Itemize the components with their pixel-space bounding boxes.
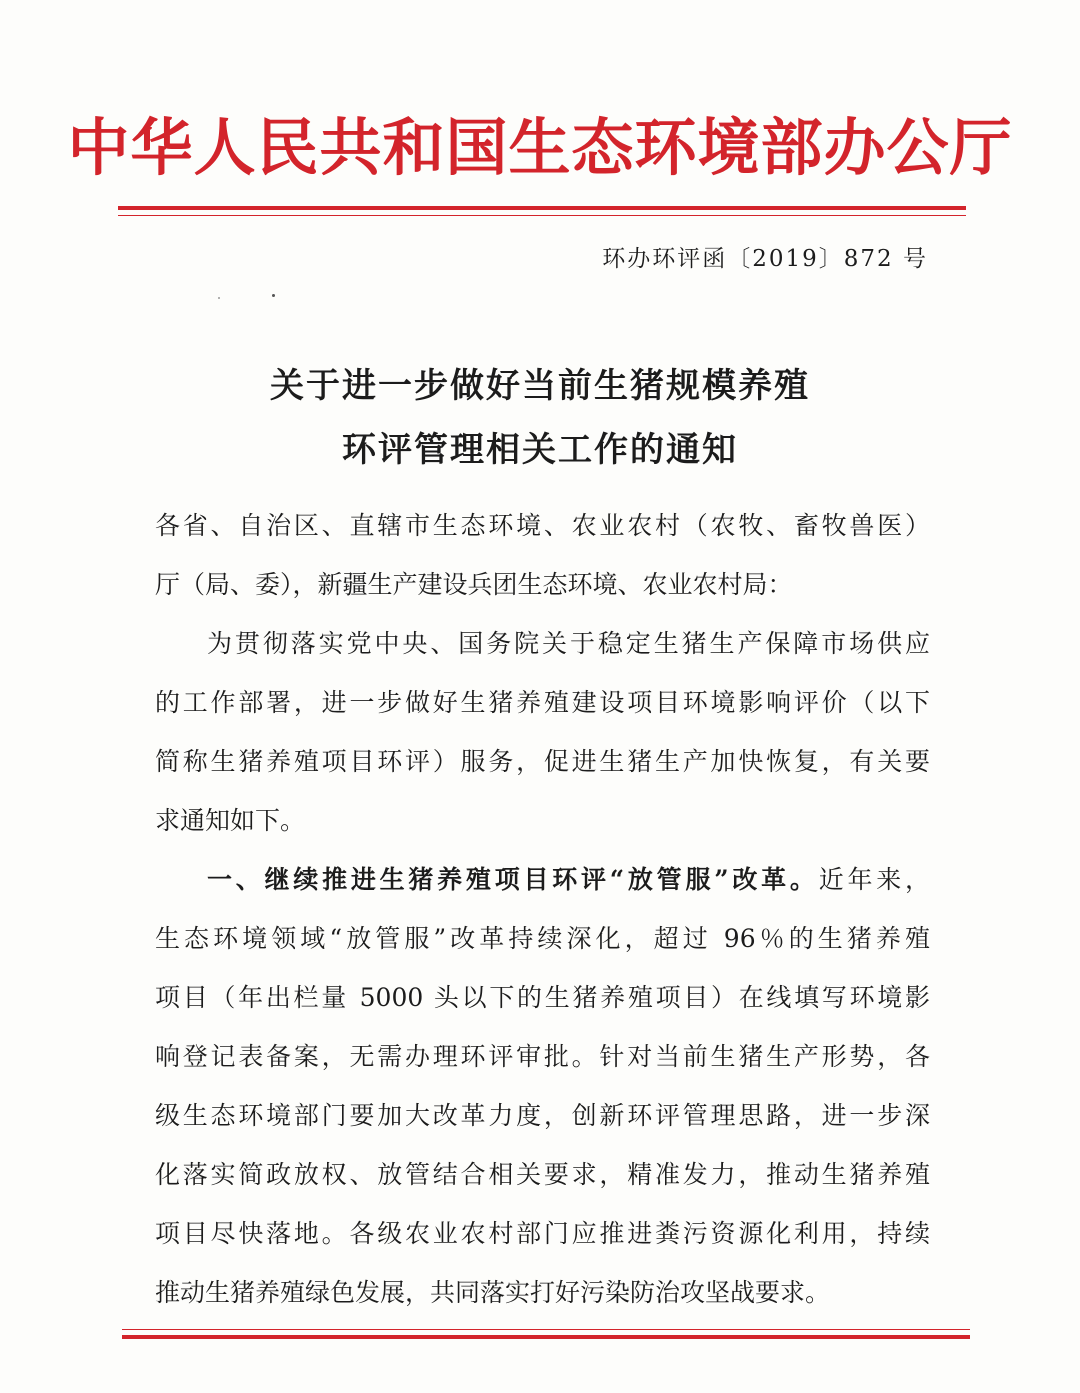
- body-line: 厅（局、委），新疆生产建设兵团生态环境、农业农村局：: [155, 570, 793, 599]
- notice-title-line-2: 环评管理相关工作的通知: [342, 430, 738, 470]
- footer-rule-thin: [122, 1329, 970, 1330]
- section-text: 近年来，: [818, 865, 930, 894]
- body-line: 响登记表备案，无需办理环评审批。针对当前生猪生产形势，各: [155, 1042, 930, 1071]
- masthead-org-name: 中华人民共和国生态环境部办公厅: [67, 111, 1013, 184]
- scan-speck: [218, 297, 220, 299]
- body-line: 化落实简政放权、放管结合相关要求，精准发力，推动生猪养殖: [155, 1160, 930, 1189]
- section-heading: 一、继续推进生猪养殖项目环评“放管服”改革。: [207, 865, 819, 894]
- body-line: 为贯彻落实党中央、国务院关于稳定生猪生产保障市场供应: [207, 629, 930, 658]
- body-line: 生态环境领域“放管服”改革持续深化，超过 96％的生猪养殖: [155, 924, 930, 953]
- document-number: 环办环评函〔2019〕872 号: [602, 246, 928, 272]
- scan-speck: [272, 294, 275, 297]
- body-line: 级生态环境部门要加大改革力度，创新环评管理思路，进一步深: [155, 1101, 930, 1130]
- body-line: 项目（年出栏量 5000 头以下的生猪养殖项目）在线填写环境影: [155, 983, 930, 1012]
- header-rule-thin: [118, 215, 966, 216]
- body-line: 的工作部署，进一步做好生猪养殖建设项目环境影响评价（以下: [155, 688, 930, 717]
- footer-rule-thick: [122, 1335, 970, 1339]
- section-heading-line: [207, 860, 930, 896]
- body-line: 项目尽快落地。各级农业农村部门应推进粪污资源化利用，持续: [155, 1219, 930, 1248]
- body-line: 简称生猪养殖项目环评）服务，促进生猪生产加快恢复，有关要: [155, 747, 930, 776]
- header-rule-thick: [118, 206, 966, 210]
- body-line: 推动生猪养殖绿色发展，共同落实打好污染防治攻坚战要求。: [155, 1278, 831, 1307]
- notice-title-line-1: 关于进一步做好当前生猪规模养殖: [270, 366, 810, 406]
- body-line: 各省、自治区、直辖市生态环境、农业农村（农牧、畜牧兽医）: [155, 511, 930, 540]
- body-line: 求通知如下。: [155, 806, 306, 835]
